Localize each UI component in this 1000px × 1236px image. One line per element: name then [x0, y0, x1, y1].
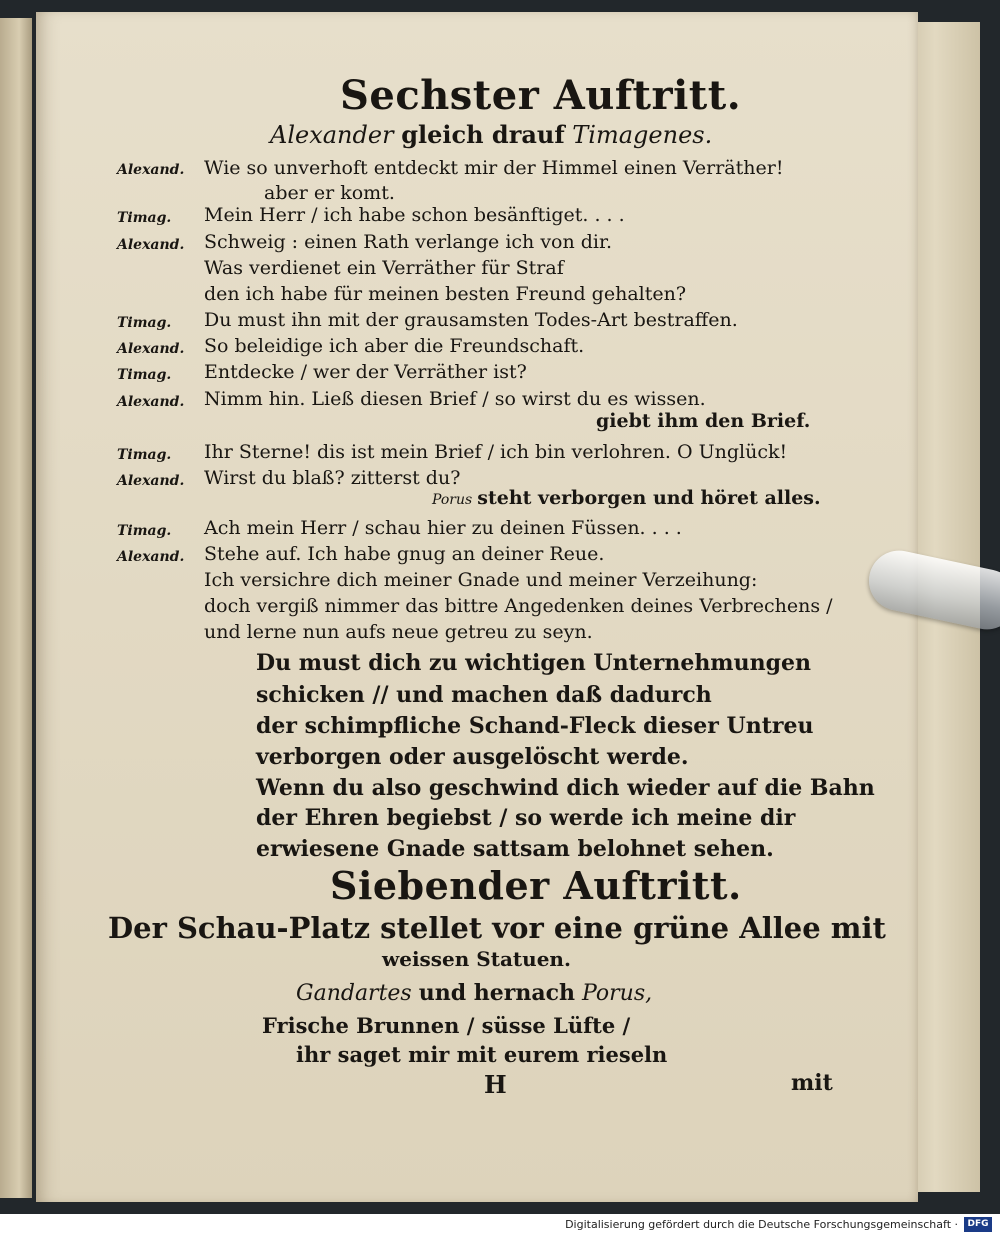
- character-name: Timagenes.: [572, 121, 713, 149]
- speaker-label: Alexand.: [117, 237, 185, 253]
- stage-direction: steht verborgen und höret alles.: [477, 487, 821, 509]
- character-name: Porus,: [582, 981, 653, 1006]
- speaker-label: Alexand.: [117, 162, 185, 178]
- scene-characters-7: [296, 980, 652, 1006]
- footer-bar: [0, 1214, 1000, 1236]
- catchword: mit: [791, 1070, 833, 1096]
- aria-line: Du must dich zu wichtigen Unternehmungen: [256, 650, 811, 676]
- dialogue-line: Du must ihn mit der grausamsten Todes-Art bestraffen.: [204, 309, 738, 331]
- speaker-label: Timag.: [117, 523, 172, 539]
- scene-characters-6: [270, 120, 712, 149]
- aria-line: der schimpfliche Schand-Fleck dieser Untreu: [256, 713, 814, 739]
- speaker-label: Alexand.: [117, 341, 185, 357]
- scene-description: Der Schau-Platz stellet vor eine grüne Allee mit: [108, 911, 886, 945]
- aria-line: verborgen oder ausgelöscht werde.: [256, 744, 689, 770]
- aria-line: der Ehren begiebst / so werde ich meine dir: [256, 805, 796, 831]
- speaker-label: Timag.: [117, 315, 172, 331]
- speaker-label: Timag.: [117, 367, 172, 383]
- character-name: Porus: [432, 492, 473, 508]
- dialogue-line: Stehe auf. Ich habe gnug an deiner Reue.: [204, 543, 605, 565]
- dialogue-line: Ihr Sterne! dis ist mein Brief / ich bin verlohren. O Unglück!: [204, 441, 788, 463]
- connector-text: gleich drauf: [401, 120, 565, 149]
- aria-line: schicken // und machen daß dadurch: [256, 682, 712, 708]
- left-page-edge: [0, 18, 32, 1198]
- dialogue-line: den ich habe für meinen besten Freund gehalten?: [204, 283, 687, 305]
- dialogue-line: Wirst du blaß? zitterst du?: [204, 467, 461, 489]
- speaker-label: Timag.: [117, 447, 172, 463]
- dialogue-line: So beleidige ich aber die Freundschaft.: [204, 335, 585, 357]
- dialogue-line: Wie so unverhoft entdeckt mir der Himmel einen Verräther!: [204, 157, 784, 179]
- dialogue-line: Schweig : einen Rath verlange ich von dir.: [204, 231, 613, 253]
- stage-direction-porus: [432, 487, 821, 509]
- speaker-label: Alexand.: [117, 394, 185, 410]
- speaker-label: Alexand.: [117, 549, 185, 565]
- dialogue-line: Ach mein Herr / schau hier zu deinen Füssen. . . .: [204, 517, 682, 539]
- dialogue-line: Was verdienet ein Verräther für Straf: [204, 257, 564, 279]
- speaker-label: Alexand.: [117, 473, 185, 489]
- dialogue-line: doch vergiß nimmer das bittre Angedenken deines Verbrechens /: [204, 595, 833, 617]
- funding-credit: Digitalisierung gefördert durch die Deutsche Forschungsgemeinschaft ·: [565, 1218, 958, 1231]
- dialogue-line: Nimm hin. Ließ diesen Brief / so wirst du es wissen.: [204, 388, 706, 410]
- scene-heading-6: Sechster Auftritt.: [340, 72, 742, 119]
- stage-direction: giebt ihm den Brief.: [596, 410, 811, 432]
- aria-line: Frische Brunnen / süsse Lüfte /: [262, 1013, 631, 1038]
- dialogue-line: Ich versichre dich meiner Gnade und meiner Verzeihung:: [204, 569, 758, 591]
- character-name: Gandartes: [296, 981, 412, 1006]
- aria-line: ihr saget mir mit eurem rieseln: [296, 1042, 668, 1067]
- connector-text: und hernach: [418, 980, 575, 1006]
- dfg-logo: DFG: [964, 1217, 992, 1232]
- dialogue-line: aber er komt.: [264, 182, 395, 204]
- dialogue-line: und lerne nun aufs neue getreu zu seyn.: [204, 621, 593, 643]
- aria-line: erwiesene Gnade sattsam belohnet sehen.: [256, 836, 774, 862]
- signature-mark: H: [484, 1070, 507, 1099]
- dialogue-line: Entdecke / wer der Verräther ist?: [204, 361, 527, 383]
- aria-line: Wenn du also geschwind dich wieder auf die Bahn: [256, 775, 875, 801]
- speaker-label: Timag.: [117, 210, 172, 226]
- scene-heading-7: Siebender Auftritt.: [330, 863, 742, 908]
- scene-description: weissen Statuen.: [382, 947, 571, 971]
- dialogue-line: Mein Herr / ich habe schon besänftiget. . . .: [204, 204, 625, 226]
- character-name: Alexander: [270, 121, 394, 149]
